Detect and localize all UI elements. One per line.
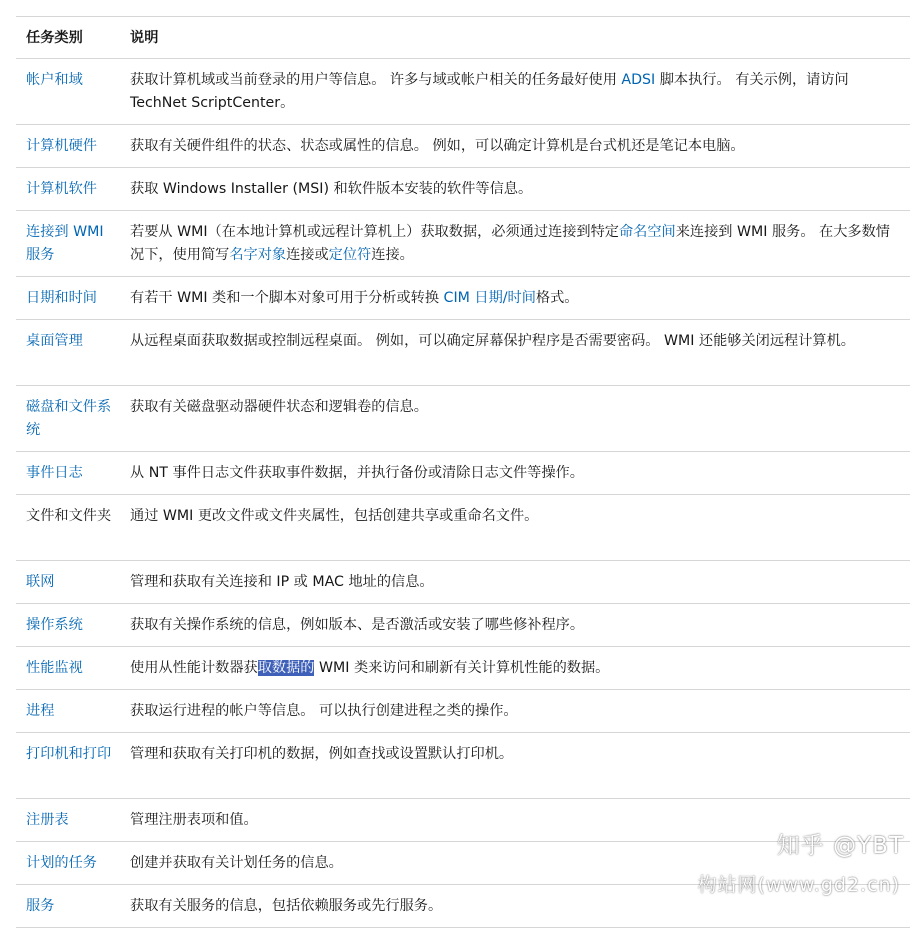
header-description-label: 说明 (130, 30, 159, 46)
description-text: 脚本执行。 有关示例，请访问 TechNet ScriptCenter。 (130, 72, 849, 111)
task-category-cell (16, 885, 122, 928)
task-category-link[interactable]: 日期和时间 (26, 290, 97, 306)
table-row (16, 495, 910, 561)
task-category-cell (16, 842, 122, 885)
description-text: 管理注册表项和值。 (130, 812, 258, 828)
task-category-link[interactable]: 服务 (26, 898, 55, 914)
task-category-link[interactable]: 计算机硬件 (26, 138, 97, 154)
table-row (16, 647, 910, 690)
description-text: 从远程桌面获取数据或控制远程桌面。 例如，可以确定屏幕保护程序是否需要密码。 WMI 还能够关闭远程计算机。 (130, 333, 855, 349)
description-text: 格式。 (535, 290, 579, 306)
task-category-cell (16, 277, 122, 320)
watermark (697, 833, 904, 897)
wmi-task-table (16, 16, 910, 928)
description-cell (122, 211, 910, 277)
table-row (16, 277, 910, 320)
task-category-link[interactable]: 联网 (26, 574, 55, 590)
description-cell (122, 604, 910, 647)
watermark-bottom: 构站网(www.gd2.cn) (697, 874, 900, 896)
table-row (16, 59, 910, 125)
description-cell (122, 277, 910, 320)
task-category-cell (16, 690, 122, 733)
task-category-link[interactable]: 桌面管理 (26, 333, 83, 349)
task-category-cell (16, 495, 122, 561)
task-category-cell (16, 647, 122, 690)
task-category-cell (16, 211, 122, 277)
description-text: 管理和获取有关连接和 IP 或 MAC 地址的信息。 (130, 574, 434, 590)
task-category-link[interactable]: 磁盘和文件系统 (26, 399, 112, 438)
description-cell (122, 386, 910, 452)
table-row (16, 125, 910, 168)
task-category-link[interactable]: 性能监视 (26, 660, 83, 676)
task-category-cell (16, 733, 122, 799)
description-cell (122, 561, 910, 604)
description-cell (122, 320, 910, 386)
table-row (16, 799, 910, 842)
description-text: 获取有关服务的信息，包括依赖服务或先行服务。 (130, 898, 443, 914)
task-category-cell (16, 799, 122, 842)
task-category-label: 文件和文件夹 (26, 508, 112, 524)
description-text: 连接或 (286, 247, 329, 263)
description-text: 获取有关操作系统的信息，例如版本、是否激活或安装了哪些修补程序。 (130, 617, 585, 633)
table-row (16, 386, 910, 452)
description-cell (122, 799, 910, 842)
task-category-link[interactable]: 打印机和打印 (26, 746, 112, 762)
task-category-link[interactable]: 操作系统 (26, 617, 83, 633)
description-cell (122, 168, 910, 211)
task-category-link[interactable]: 帐户和域 (26, 72, 83, 88)
header-task-category-label: 任务类别 (26, 30, 83, 46)
header-task-category (16, 17, 122, 59)
table-row (16, 733, 910, 799)
description-text: 若要从 WMI（在本地计算机或远程计算机上）获取数据，必须通过连接到特定 (130, 224, 619, 240)
table-row (16, 168, 910, 211)
task-category-link[interactable]: 计划的任务 (26, 855, 97, 871)
description-text: 来连接到 WMI 服务。 在大多数情况下，使用简写 (130, 224, 890, 263)
description-text: 有若干 WMI 类和一个脚本对象可用于分析或转换 (130, 290, 444, 306)
task-category-link[interactable]: 连接到 WMI 服务 (26, 224, 104, 263)
table-body (16, 59, 910, 928)
table-row (16, 561, 910, 604)
task-category-cell (16, 320, 122, 386)
description-cell (122, 495, 910, 561)
table-row (16, 452, 910, 495)
description-text: 管理和获取有关打印机的数据，例如查找或设置默认打印机。 (130, 746, 514, 762)
task-category-link[interactable]: 注册表 (26, 812, 69, 828)
description-text: 通过 WMI 更改文件或文件夹属性，包括创建共享或重命名文件。 (130, 508, 539, 524)
description-text: 获取 Windows Installer (MSI) 和软件版本安装的软件等信息。 (130, 181, 533, 197)
table-row (16, 320, 910, 386)
description-link[interactable]: CIM 日期/时间 (443, 290, 536, 306)
description-text: 获取有关硬件组件的状态、状态或属性的信息。 例如，可以确定计算机是台式机还是笔记本电脑。 (130, 138, 745, 154)
task-category-cell (16, 386, 122, 452)
description-text: 创建并获取有关计划任务的信息。 (130, 855, 343, 871)
table-row (16, 690, 910, 733)
description-text: 获取有关磁盘驱动器硬件状态和逻辑卷的信息。 (130, 399, 428, 415)
task-category-cell (16, 125, 122, 168)
description-text: 使用从性能计数器获 (130, 660, 258, 676)
description-cell (122, 452, 910, 495)
task-category-link[interactable]: 计算机软件 (26, 181, 97, 197)
table-row (16, 604, 910, 647)
task-category-cell (16, 168, 122, 211)
description-link[interactable]: 定位符 (328, 247, 372, 263)
task-category-cell (16, 452, 122, 495)
description-text: WMI 类来访问和刷新有关计算机性能的数据。 (314, 660, 610, 676)
table-row (16, 211, 910, 277)
description-cell (122, 59, 910, 125)
description-cell (122, 125, 910, 168)
task-category-link[interactable]: 进程 (26, 703, 55, 719)
task-category-cell (16, 59, 122, 125)
description-cell (122, 690, 910, 733)
description-link[interactable]: 命名空间 (618, 224, 676, 240)
description-text: 获取计算机域或当前登录的用户等信息。 许多与域或帐户相关的任务最好使用 (130, 72, 622, 88)
description-text: 获取运行进程的帐户等信息。 可以执行创建进程之类的操作。 (130, 703, 518, 719)
description-cell (122, 733, 910, 799)
task-category-cell (16, 561, 122, 604)
description-text: 连接。 (371, 247, 414, 263)
description-text: 从 NT 事件日志文件获取事件数据，并执行备份或清除日志文件等操作。 (130, 465, 584, 481)
header-description (122, 17, 910, 59)
task-category-cell (16, 604, 122, 647)
description-link[interactable]: 名字对象 (229, 247, 287, 263)
description-link[interactable]: ADSI (621, 72, 656, 88)
selected-text: 取数据的 (257, 660, 315, 676)
watermark-top: 知乎 @YBT (776, 833, 904, 859)
table-header-row (16, 17, 910, 59)
description-cell (122, 647, 910, 690)
task-category-link[interactable]: 事件日志 (26, 465, 83, 481)
